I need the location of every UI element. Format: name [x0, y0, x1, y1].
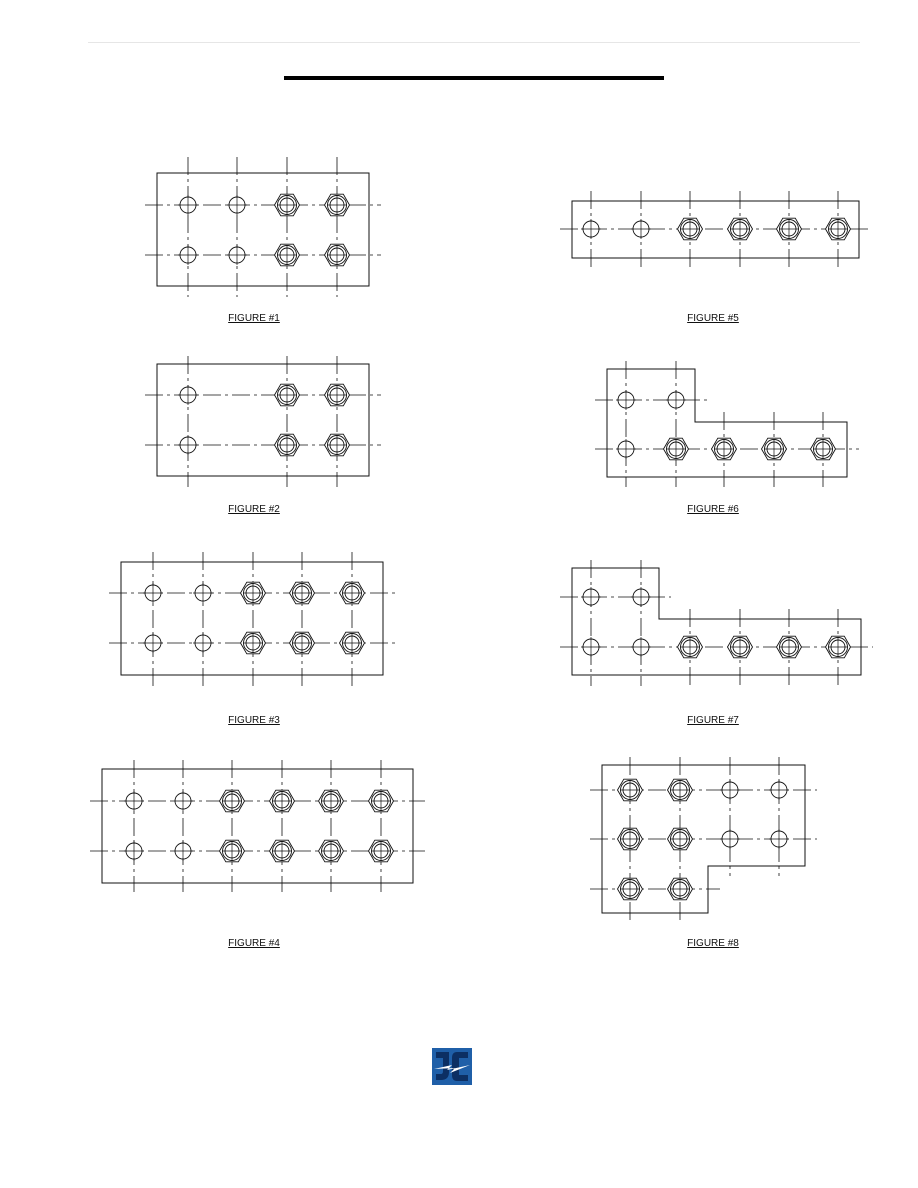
hex-nut-hole	[290, 582, 315, 604]
hex-nut-hole	[325, 194, 350, 216]
figure-3	[109, 552, 395, 686]
figure-caption-6: FIGURE #6	[687, 504, 739, 515]
hex-nut-hole	[275, 194, 300, 216]
hex-nut-hole	[369, 790, 394, 812]
hex-nut-hole	[678, 218, 703, 240]
plate-outline	[607, 369, 847, 477]
figure-6	[595, 361, 859, 487]
hex-nut-hole	[668, 878, 693, 900]
plain-hole	[227, 245, 247, 265]
hex-nut-hole	[275, 434, 300, 456]
hex-nut-hole	[712, 438, 737, 460]
hex-nut-hole	[826, 636, 851, 658]
figure-caption-3: FIGURE #3	[228, 715, 280, 726]
figure-caption-2: FIGURE #2	[228, 504, 280, 515]
plain-hole	[631, 637, 651, 657]
hex-nut-hole	[369, 840, 394, 862]
figure-8	[590, 757, 817, 924]
hex-nut-hole	[678, 636, 703, 658]
hex-nut-hole	[664, 438, 689, 460]
plain-hole	[124, 791, 144, 811]
hex-nut-hole	[728, 218, 753, 240]
hex-nut-hole	[811, 438, 836, 460]
figure-2	[145, 356, 381, 487]
plain-hole	[143, 633, 163, 653]
hex-nut-hole	[668, 828, 693, 850]
hex-nut-hole	[762, 438, 787, 460]
plain-hole	[720, 780, 740, 800]
plain-hole	[666, 390, 686, 410]
plain-hole	[178, 435, 198, 455]
plain-hole	[581, 587, 601, 607]
hex-nut-hole	[241, 632, 266, 654]
figure-caption-5: FIGURE #5	[687, 313, 739, 324]
hex-nut-hole	[340, 632, 365, 654]
plain-hole	[720, 829, 740, 849]
figure-caption-7: FIGURE #7	[687, 715, 739, 726]
hex-nut-hole	[728, 636, 753, 658]
plain-hole	[769, 780, 789, 800]
hex-nut-hole	[270, 840, 295, 862]
figure-caption-8: FIGURE #8	[687, 938, 739, 949]
plain-hole	[581, 219, 601, 239]
hex-nut-hole	[220, 840, 245, 862]
figure-5	[560, 191, 871, 268]
hex-nut-hole	[270, 790, 295, 812]
hex-nut-hole	[668, 779, 693, 801]
hex-nut-hole	[325, 434, 350, 456]
hex-nut-hole	[618, 828, 643, 850]
hex-nut-hole	[618, 878, 643, 900]
hex-nut-hole	[220, 790, 245, 812]
hex-nut-hole	[777, 218, 802, 240]
plain-hole	[173, 841, 193, 861]
figure-7	[560, 560, 873, 686]
hex-nut-hole	[290, 632, 315, 654]
plain-hole	[193, 633, 213, 653]
plate-outline	[121, 562, 383, 675]
hex-nut-hole	[275, 244, 300, 266]
plate-outline	[572, 568, 861, 675]
plain-hole	[616, 390, 636, 410]
figure-1	[145, 157, 381, 297]
plate-outline	[102, 769, 413, 883]
plain-hole	[178, 245, 198, 265]
plain-hole	[769, 829, 789, 849]
plain-hole	[173, 791, 193, 811]
hex-nut-hole	[275, 384, 300, 406]
hex-nut-hole	[618, 779, 643, 801]
plain-hole	[631, 219, 651, 239]
hex-nut-hole	[340, 582, 365, 604]
plain-hole	[581, 637, 601, 657]
plain-hole	[193, 583, 213, 603]
figure-caption-4: FIGURE #4	[228, 938, 280, 949]
figure-caption-1: FIGURE #1	[228, 313, 280, 324]
hex-nut-hole	[319, 840, 344, 862]
hex-nut-hole	[241, 582, 266, 604]
plain-hole	[616, 439, 636, 459]
jc-logo-icon	[432, 1048, 472, 1085]
plain-hole	[178, 195, 198, 215]
plain-hole	[124, 841, 144, 861]
plate-outline	[572, 201, 859, 258]
plain-hole	[227, 195, 247, 215]
plain-hole	[143, 583, 163, 603]
hex-nut-hole	[777, 636, 802, 658]
hex-nut-hole	[325, 384, 350, 406]
plain-hole	[178, 385, 198, 405]
hex-nut-hole	[826, 218, 851, 240]
hex-nut-hole	[319, 790, 344, 812]
figure-4	[90, 760, 425, 892]
hex-nut-hole	[325, 244, 350, 266]
plain-hole	[631, 587, 651, 607]
